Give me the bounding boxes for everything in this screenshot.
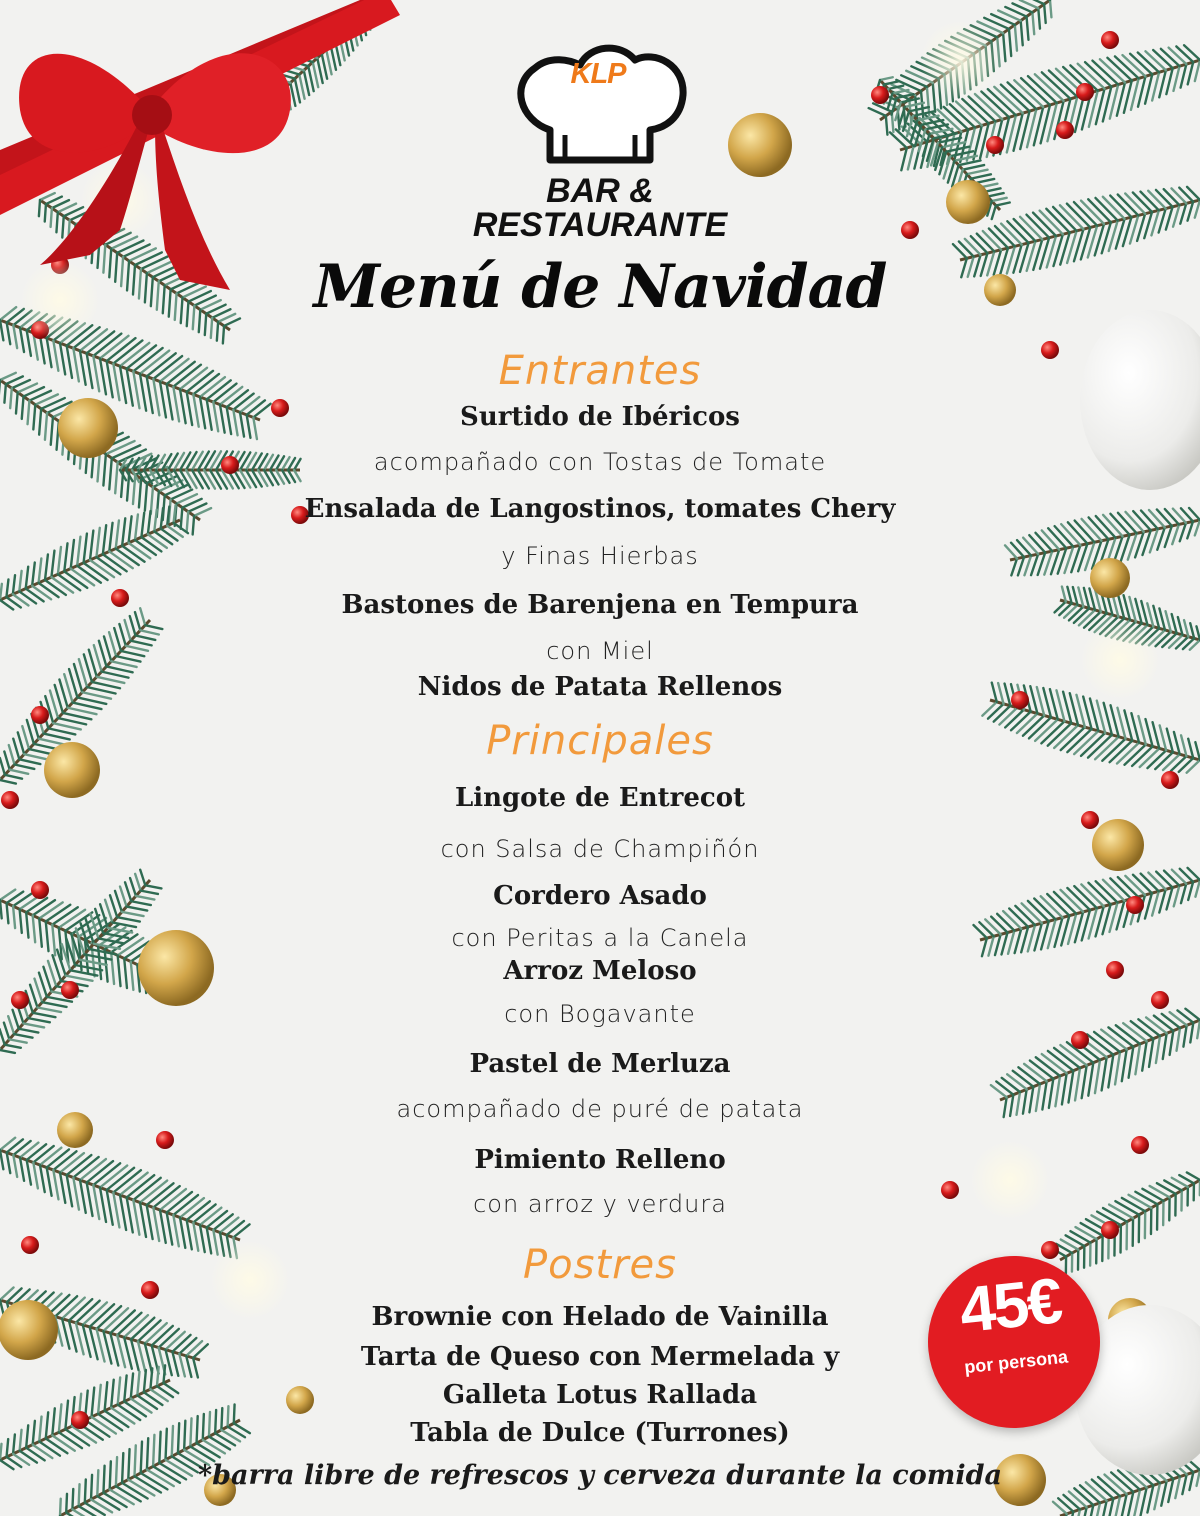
price-value: 45€ xyxy=(956,1264,1065,1347)
dish-name: Tabla de Dulce (Turrones) xyxy=(410,1418,790,1448)
dish-name: Brownie con Helado de Vainilla xyxy=(371,1302,829,1332)
dish-description: con arroz y verdura xyxy=(473,1190,727,1218)
drinks-note: *barra libre de refrescos y cerveza durante la comida xyxy=(198,1460,1002,1491)
logo-line-1: BAR & xyxy=(546,172,654,210)
logo-line-2: RESTAURANTE xyxy=(472,206,728,244)
dish-description: con Bogavante xyxy=(504,1000,696,1028)
dish-name: Galleta Lotus Rallada xyxy=(442,1380,758,1410)
dish-description: y Finas Hierbas xyxy=(501,542,699,570)
dish-description: con Miel xyxy=(546,637,654,665)
dish-description: acompañado de puré de patata xyxy=(396,1095,804,1123)
price-unit: por persona xyxy=(963,1346,1069,1378)
dish-name: Lingote de Entrecot xyxy=(454,783,746,813)
section-heading-entrantes: Entrantes xyxy=(498,348,702,394)
dish-name: Arroz Meloso xyxy=(503,956,697,986)
section-heading-principales: Principales xyxy=(486,718,714,764)
dish-name: Surtido de Ibéricos xyxy=(460,402,740,432)
menu-title: Menú de Navidad xyxy=(313,252,887,322)
dish-description: con Salsa de Champiñón xyxy=(440,835,760,863)
dish-name: Nidos de Patata Rellenos xyxy=(417,672,783,702)
dish-name: Pimiento Relleno xyxy=(474,1145,726,1175)
dish-description: acompañado con Tostas de Tomate xyxy=(373,448,827,476)
dish-name: Pastel de Merluza xyxy=(469,1049,731,1079)
logo-name: KLP xyxy=(570,58,626,90)
dish-name: Bastones de Barenjena en Tempura xyxy=(341,590,859,620)
dish-name: Cordero Asado xyxy=(493,881,707,911)
dish-description: con Peritas a la Canela xyxy=(451,924,749,952)
dish-name: Ensalada de Langostinos, tomates Chery xyxy=(304,494,896,524)
section-heading-postres: Postres xyxy=(522,1242,677,1288)
dish-name: Tarta de Queso con Mermelada y xyxy=(360,1342,840,1372)
